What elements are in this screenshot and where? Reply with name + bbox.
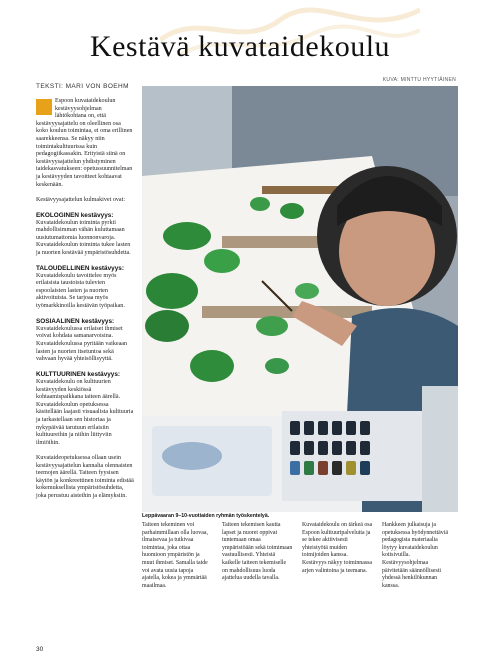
lead-paragraph: Kestävyysajattelun kulmakivet ovat: xyxy=(36,196,126,203)
page-number: 30 xyxy=(36,646,44,653)
section-ecological: EKOLOGINEN kestävyys: Kuvataidekoulun toiminta pyrkii mahdollisimman vähän kuluttamaan uusiutumattomia luonnonvaroja. Kuvataidekoulun toiminta tukee lasten ja nuorten kestävää ympäristösuhdetta. xyxy=(36,211,131,256)
section-cultural: KULTTUURINEN kestävyys: Kuvataidekoulu on kulttuurien kestävyyden keskiössä kohtaamispaikkana taiteen äärellä. Kuvataidekoulun opetuksessa käsitellään laajasti visuaalista kulttuuria ja tarkastellaan sen historiaa ja nykypäivää tarutuun erilaisiin kulttuureihin ja niihin liittyviin ilmiöihin. xyxy=(36,371,134,446)
photo-caption: Leppävaaran 9–10-vuotiaiden ryhmän työskentelyä. xyxy=(142,513,270,519)
child-painting-photo xyxy=(142,86,458,512)
section-economic: TALOUDELLINEN kestävyys: Kuvataidekoulu tavoittelee myös erilaisista taustoista tulevien espoolaisten lasten ja nuorten aktivoituista. Se tarjoaa myös työmarkkinoilla kestävän työpaikan. xyxy=(36,265,125,310)
photo-credit: KUVA: MINTTU HYYTIÄINEN xyxy=(382,77,456,83)
bottom-column-1: Taiteen tekeminen voi parhaimmillaan olla luovaa, ilmaisevaa ja tutkivaa toimintaa, joka ottaa huomioon ympäristön ja muut ihmiset. Samalla taide voi avata uusia tapoja ajatella, kokea ja ymmärtää maailmaa. xyxy=(142,522,208,589)
bottom-column-2: Taiteen tekemisen kautta lapset ja nuoret oppivat tuntemaan omaa ympäristöään sekä toimimaan vastuullisesti. Yhteistä kaikelle taiteen tekemiselle on mahdollisuus luoda ajattelua uudella tavalla. xyxy=(222,522,293,582)
section-social: SOSIAALINEN kestävyys: Kuvataidekoulussa erilaiset ihmiset voivat kohdata samanarvoisina. Kuvataidekoulussa pyritään vaikeaan lasten ja nuorten itsetuntoa sekä vahvaan hyvää yhteisöllisyyttä. xyxy=(36,318,128,363)
article-column-main xyxy=(36,98,134,508)
article-title: Kestävä kuvataidekoulu xyxy=(89,30,391,63)
section-closing: Kuvataideopetuksessa ollaan usein kestävyysajattelun kannalta olennaisten teemojen äärellä. Taiteen fyysisen käytön ja konkreettinen toiminta edistää kokemuksellista ympäristösuhdetta, joka perustuu aisteihin ja elämyksiin. xyxy=(36,454,134,499)
intro-paragraph: Espoon kuvataidekoulun kestävyysohjelman lähtökohtana on, että kestävyysajattelu on oleellinen osa koko koulun toimintaa, ei oma erillinen saarekkeensa. Se näkyy niin toimintakulttuurissa kuin pedagogiikassakin. Erityistä siinä on kestävyysajattelun yhdistyminen taidekasvatukseen: opetussuunnitelman ja kestävyyden tavoitteet kohtaavat keskenään. xyxy=(36,98,133,188)
bottom-column-4: Hankkeen julkaisuja ja opetuksessa hyödynnettäviä pedagogista materiaalia löytyy kuvataidekoulun kotisivuilla. Kestävyysohjelmaa päivitetään säännöllisesti yhdessä henkilökunnan kanssa. xyxy=(382,522,448,589)
bottom-column-3: Kuvataidekoulu on tärkeä osa Espoon kulttuuripalveluita ja se tekee aktiivisesti yhteistyötä muiden toimijoiden kanssa. Kestävyys näkyy toiminnassa arjen valintoina ja teemana. xyxy=(302,522,373,574)
drop-cap-block xyxy=(36,99,52,115)
byline: TEKSTI: MARI VON BOEHM xyxy=(36,83,129,90)
article-bottom-columns xyxy=(142,522,458,662)
